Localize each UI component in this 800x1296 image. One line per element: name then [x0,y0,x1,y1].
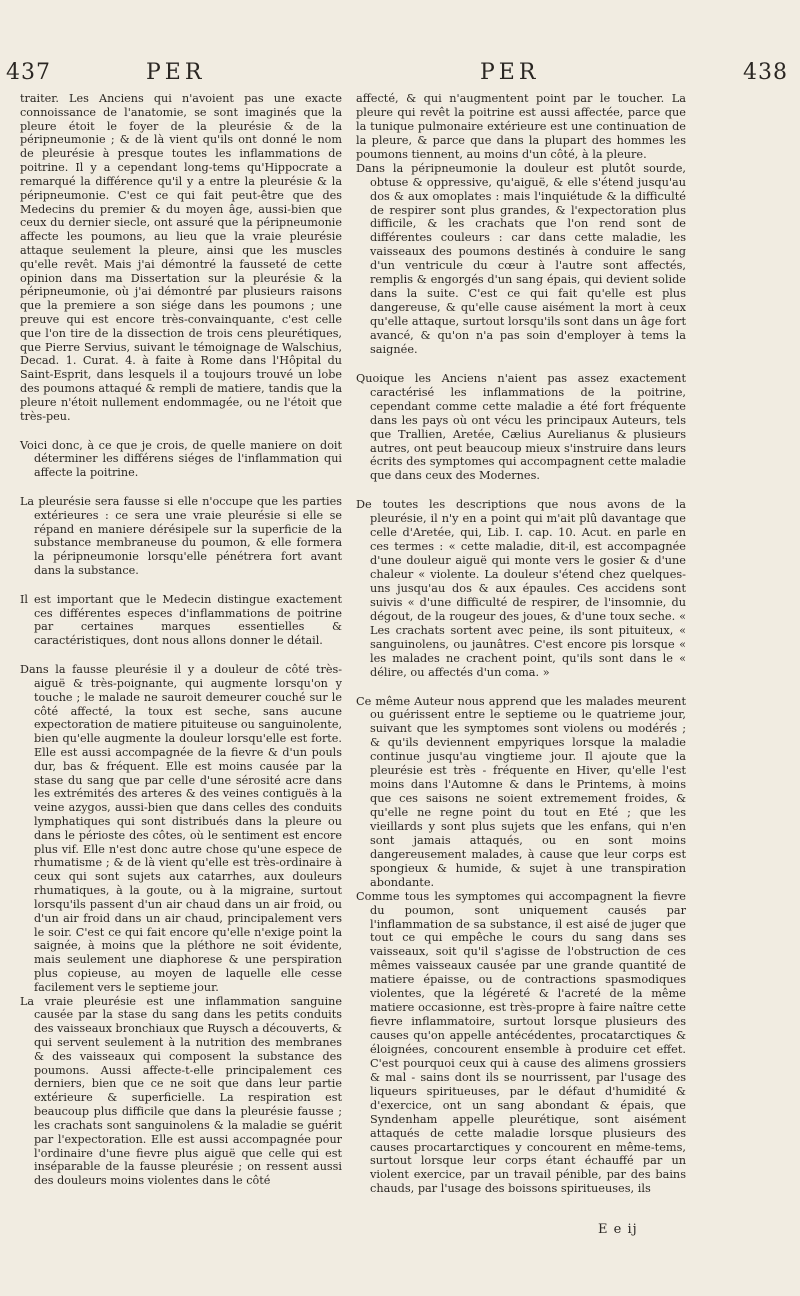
paragraph: Dans la fausse pleurésie il y a douleur de côté très-aiguë & très-poignante, qui augmente lorsqu'on y touche ; le malade ne sauroit demeurer couché sur le côté affecté, la toux est seche, sans aucune expectoration de matiere pituiteuse ou sanguinolente, bien qu'elle augmente la douleur lorsqu'elle est forte. Elle est aussi accompagnée de la fievre & d'un pouls dur, bas & fréquent. Elle est moins causée par la stase du sang que par celle d'une sérosité acre dans les extrémités des arteres & des veines contiguës à la veine azygos, aussi-bien que dans celles des conduits lymphatiques qui sont distribués dans la pleure ou dans le périoste des côtes, où le sentiment est encore plus vif. Elle n'est donc autre chose qu'une espece de rhumatisme ; & de là vient qu'elle est très-ordinaire à ceux qui sont sujets aux catarrhes, aux douleurs rhumatiques, à la goute, ou à la migraine, surtout lorsqu'ils passent d'un air chaud dans un air froid, ou d'un air froid dans un air chaud, principalement vers le soir. C'est ce qui fait encore qu'elle n'exige point la saignée, à moins que la pléthore ne soit évidente, mais seulement une diaphorese & une perspiration plus copieuse, au moyen de laquelle elle cesse facilement vers le septieme jour. [20,663,342,994]
paragraph: Voici donc, à ce que je crois, de quelle maniere on doit déterminer les différens siéges de l'inflammation qui affecte la poitrine. [20,438,342,480]
left-text-column [20,92,342,1188]
page-header [0,60,800,94]
paragraph: Quoique les Anciens n'aient pas assez exactement caractérisé les inflammations de la poitrine, cependant comme cette maladie a été fort fréquente dans les pays où ont vécu les principaux Auteurs, tels que Trallien, Aretée, Cælius Aurelianus & plusieurs autres, ont peut beaucoup mieux s'instruire dans leurs écrits des symptomes qui accompagnent cette maladie que dans ceux des Modernes. [356,371,686,483]
paragraph: De toutes les descriptions que nous avons de la pleurésie, il n'y en a point qui m'ait plû davantage que celle d'Aretée, qui, Lib. I. cap. 10. Acut. en parle en ces termes : « cette maladie, dit-il, est accompagnée d'une douleur aiguë qui monte vers le gosier & d'une chaleur « violente. La douleur s'étend chez quelques-uns jusqu'au dos & aux épaules. Ces accidens sont suivis « d'une difficulté de respirer, de l'insomnie, du dégout, de la rougeur des joues, & d'une toux seche. « Les crachats sortent avec peine, ils sont pituiteux, « sanguinolens, ou jaunâtres. C'est encore pis lorsque « les malades ne crachent point, qu'ils sont dans le « délire, ou affectés d'un coma. » [356,498,686,679]
paragraph: Ce même Auteur nous apprend que les malades meurent ou guérissent entre le septieme ou le quatrieme jour, suivant que les symptomes sont violens ou modérés ; & qu'ils deviennent empyriques lorsque la maladie continue jusqu'au vingtieme jour. Il ajoute que la pleurésie est très - fréquente en Hiver, qu'elle l'est moins dans l'Automne & dans le Printems, à moins que ces saisons ne soient extremement froides, & qu'elle ne regne point du tout en Eté ; que les vieillards y sont plus sujets que les enfans, qui n'en sont jamais attaqués, ou en sont moins dangereusement malades, à cause que leur corps est spongieux & humide, & sujet à une transpiration abondante. [356,694,686,889]
paragraph: Il est important que le Medecin distingue exactement ces différentes especes d'inflammations de poitrine par certaines marques essentielles & caractéristiques, dont nous allons donner le détail. [20,592,342,648]
paragraph: La pleurésie sera fausse si elle n'occupe que les parties extérieures : ce sera une vraie pleurésie si elle se répand en maniere dérésipele sur la superficie de la substance membraneuse du poumon, & elle formera la péripneumonie lorsqu'elle pénétrera fort avant dans la substance. [20,494,342,577]
left-running-head: PER [146,60,206,85]
right-running-head: PER [480,60,540,85]
right-page-number: 438 [743,60,788,85]
left-page-number: 437 [6,60,51,85]
signature-mark: E e ij [598,1222,638,1237]
paragraph: affecté, & qui n'augmentent point par le toucher. La pleure qui revêt la poitrine est aussi affectée, parce que la tunique pulmonaire extérieure est une continuation de la pleure, & parce que dans la plupart des hommes les poumons tiennent, au moins d'un côté, à la pleure. [356,92,686,161]
paragraph: La vraie pleurésie est une inflammation sanguine causée par la stase du sang dans les petits conduits des vaisseaux bronchiaux que Ruysch a découverts, & qui servent seulement à la nutrition des membranes & des vaisseaux qui composent la substance des poumons. Aussi affecte-t-elle principalement ces derniers, bien que ce ne soit que dans leur partie extérieure & superficielle. La respiration est beaucoup plus difficile que dans la pleurésie fausse ; les crachats sont sanguinolens & la maladie se guérit par l'expectoration. Elle est aussi accompagnée pour l'ordinaire d'une fievre plus aiguë que celle qui est inséparable de la fausse pleurésie ; on ressent aussi des douleurs moins violentes dans le côté [20,994,342,1188]
right-text-column [356,92,686,1196]
paragraph: Comme tous les symptomes qui accompagnent la fievre du poumon, sont uniquement causés par l'inflammation de sa substance, il est aisé de juger que tout ce qui empêche le cours du sang dans ses vaisseaux, soit qu'il s'agisse de l'obstruction de ces mêmes vaisseaux causée par une grande quantité de matiere épaisse, ou de contractions spasmodiques violentes, que la légéreté & l'acreté de la même matiere occasionne, est très-propre à faire naître cette fievre inflammatoire, surtout lorsque plusieurs des causes qu'on appelle antécédentes, procatarctiques & éloignées, concourent ensemble à produire cet effet. C'est pourquoi ceux qui à cause des alimens grossiers & mal - sains dont ils se nourrissent, par l'usage des liqueurs spiritueuses, par le défaut d'humidité & d'exercice, ont un sang abondant & épais, que Syndenham appelle pleurétique, sont aisément attaqués de cette maladie lorsque plusieurs des causes procartarctiques y concourent en même-tems, surtout lorsque leur corps étant échauffé par un violent exercice, par un travail pénible, par des bains chauds, par l'usage des boissons spiritueuses, ils [356,889,686,1196]
paragraph: traiter. Les Anciens qui n'avoient pas une exacte connoissance de l'anatomie, se sont imaginés que la pleure étoit le foyer de la pleurésie & de la péripneumonie ; & de là vient qu'ils ont donné le nom de pleurésie à presque toutes les inflammations de poitrine. Il y a cependant long-tems qu'Hippocrate a remarqué la différence qu'il y a entre la pleurésie & la péripneumonie. C'est ce qui fait peut-être que des Medecins du premier & du moyen âge, aussi-bien que ceux du dernier siecle, ont assuré que la péripneumonie affecte les poumons, au lieu que la vraie pleurésie attaque seulement la pleure, ainsi que les muscles qu'elle revêt. Mais j'ai démontré la fausseté de cette opinion dans ma Dissertation sur la pleurésie & la péripneumonie, où j'ai démontré par plusieurs raisons que la premiere a son siége dans les poumons ; une preuve qui est encore très-convainquante, c'est celle que l'on tire de la dissection de trois cens pleurétiques, que Pierre Servius, suivant le témoignage de Walschius, Decad. 1. Curat. 4. à faite à Rome dans l'Hôpital du Saint-Esprit, dans lesquels il a toujours trouvé un lobe des poumons attaqué & rempli de matiere, tandis que la pleure n'étoit nullement endommagée, ou ne l'étoit que très-peu. [20,92,342,423]
paragraph: Dans la péripneumonie la douleur est plutôt sourde, obtuse & oppressive, qu'aiguë, & elle s'étend jusqu'au dos & aux omoplates : mais l'inquiétude & la difficulté de respirer sont plus grandes, & l'expectoration plus difficile, & les crachats que l'on rend sont de différentes couleurs : car dans cette maladie, les vaisseaux des poumons destinés à conduire le sang d'un ventricule du cœur à l'autre sont affectés, remplis & engorgés d'un sang épais, qui devient solide dans la suite. C'est ce qui fait qu'elle est plus dangereuse, & qu'elle cause aisément la mort à ceux qu'elle attaque, surtout lorsqu'ils sont dans un âge fort avancé, & qu'on n'a pas soin d'employer à tems la saignée. [356,161,686,356]
